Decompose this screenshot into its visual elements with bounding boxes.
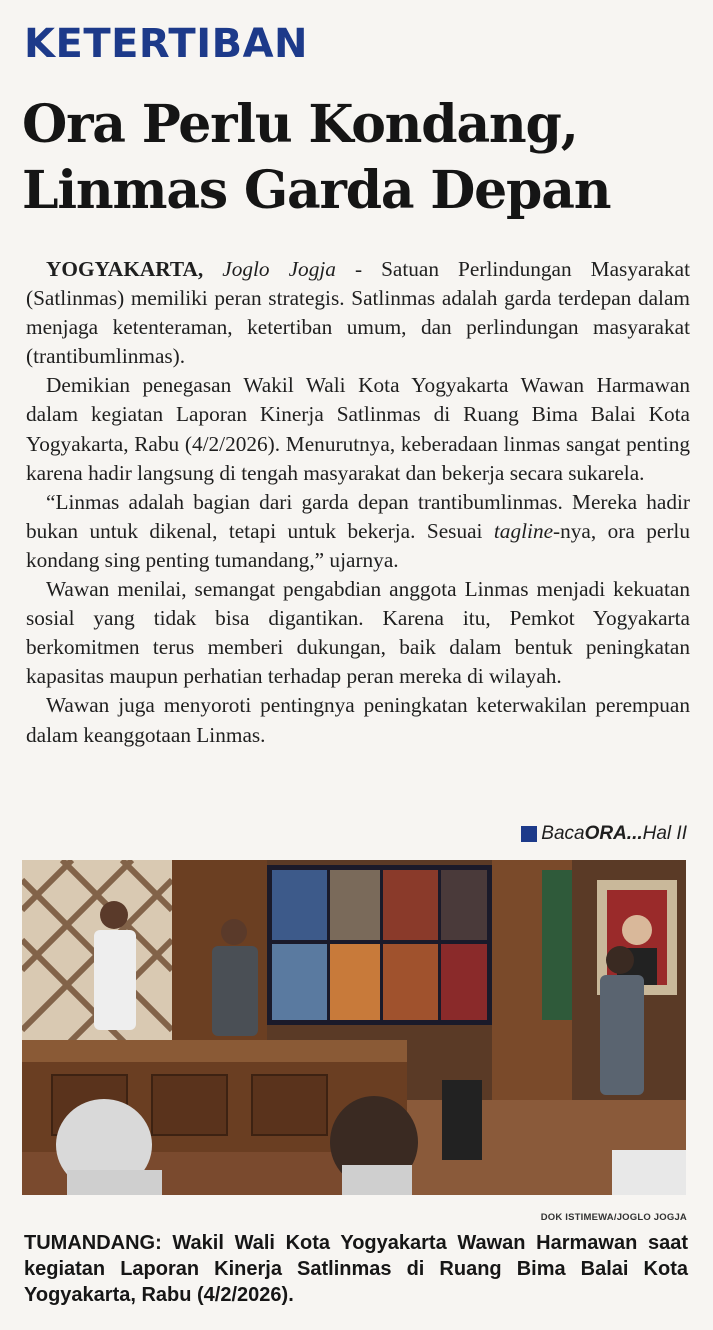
lead-text: - Satuan Perlindungan Masyarakat (Satlinmas) memiliki peran strategis. Satlinmas adalah garda terdepan dalam menjaga ketenteraman, ketertiban umum, dan perlindungan masyarakat (trantibumlinmas).	[26, 257, 690, 369]
article-body	[26, 255, 690, 750]
article-paragraph: Wawan menilai, semangat pengabdian anggota Linmas menjadi kekuatan sosial yang tidak bisa digantikan. Karena itu, Pemkot Yogyakarta berkomitmen terus memberi dukungan, baik dalam bentuk peningkatan kapasitas maupun perhatian terhadap peran mereka di wilayah.	[26, 577, 690, 689]
speaker-figure	[94, 930, 136, 1030]
article-paragraph-lead	[26, 255, 690, 371]
article-paragraph: Wawan juga menyoroti pentingnya peningkatan keterwakilan perempuan dalam keanggotaan Linmas.	[26, 693, 690, 747]
section-kicker: KETERTIBAN	[24, 21, 309, 67]
article-paragraph-quote: “Linmas adalah bagian dari garda depan trantibumlinmas. Mereka hadir bukan untuk dikenal, tetapi untuk bekerja. Sesuai tagline-nya, ora perlu kondang sing penting tumandang,” ujarnya.	[26, 489, 690, 572]
tagline-word: tagline	[493, 518, 554, 543]
article-paragraph: Demikian penegasan Wakil Wali Kota Yogyakarta Wawan Harmawan dalam kegiatan Laporan Kinerja Satlinmas di Ruang Bima Balai Kota Yogyakarta, Rabu (4/2/2026). Menurutnya, keberadaan linmas sangat penting karena hadir langsung di tengah masyarakat dan bekerja secara sukarela.	[26, 373, 690, 485]
source-name: Joglo Jogja	[222, 257, 336, 281]
headline	[22, 92, 702, 224]
photo-credit: DOK ISTIMEWA/JOGLO JOGJA	[540, 1212, 687, 1223]
headline-line-2: Linmas Garda Depan	[22, 160, 611, 221]
flag	[542, 870, 572, 1020]
continued-reference: Baca ORA... Hal II	[521, 822, 687, 846]
photo-illustration	[22, 860, 686, 1195]
photo-caption: TUMANDANG: Wakil Wali Kota Yogyakarta Wawan Harmawan saat kegiatan Laporan Kinerja Satlinmas di Ruang Bima Balai Kota Yogyakarta, Rabu (4/2/2026).	[24, 1232, 688, 1306]
headline-line-1: Ora Perlu Kondang,	[22, 94, 578, 155]
news-photo	[22, 860, 686, 1195]
square-bullet-icon	[521, 826, 537, 842]
dateline: YOGYAKARTA,	[46, 257, 204, 281]
